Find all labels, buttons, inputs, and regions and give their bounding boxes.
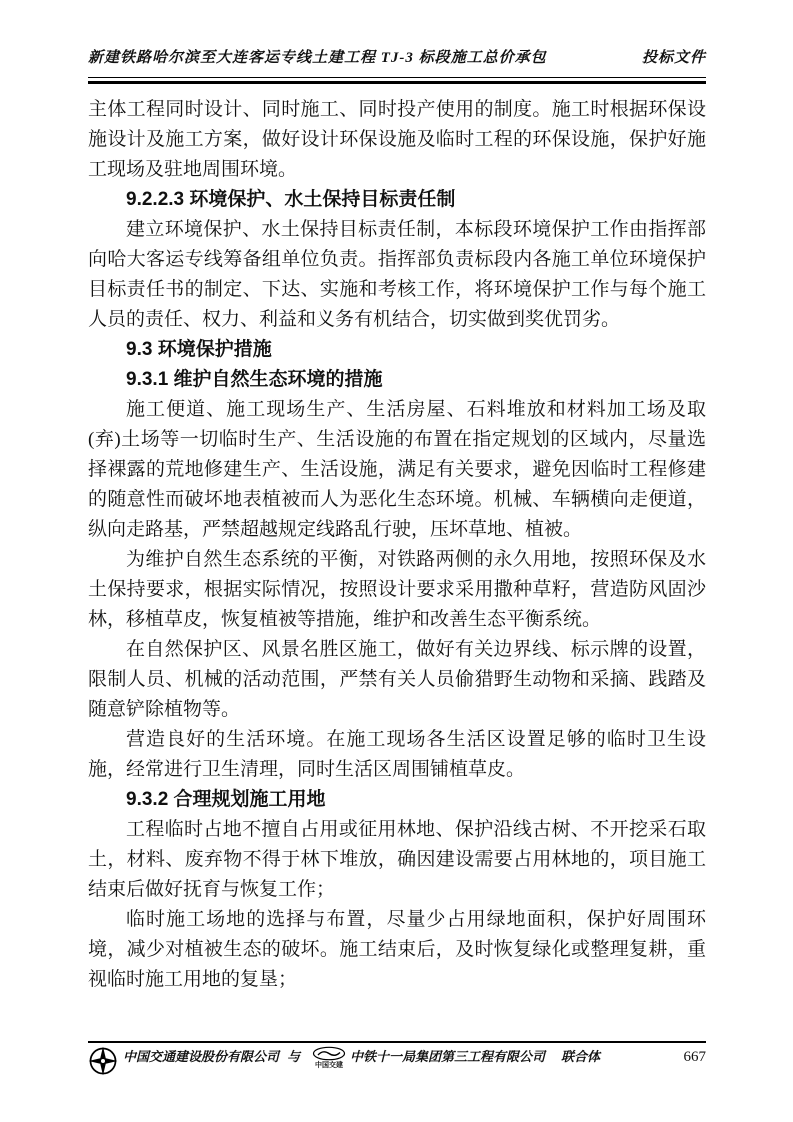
footer-joint-venture-label: 联合体 <box>561 1049 601 1064</box>
page-number: 667 <box>683 1049 706 1065</box>
cccc-logo <box>312 1046 346 1069</box>
page-header <box>88 46 706 67</box>
compass-star-logo-icon <box>88 1046 118 1076</box>
footer-company-left: 中国交通建设股份有限公司 <box>123 1049 280 1064</box>
paragraph: 临时施工场地的选择与布置，尽量少占用绿地面积，保护好周围环境，减少对植被生态的破坏。施工结束后，及时恢复绿化或整理复耕，重视临时施工用地的复垦； <box>88 909 706 990</box>
section-heading: 9.3 环境保护措施 <box>126 339 272 360</box>
section-heading: 9.3.1 维护自然生态环境的措施 <box>126 369 383 390</box>
header-doc-label: 投标文件 <box>641 50 706 66</box>
paragraph: 主体工程同时设计、同时施工、同时投产使用的制度。施工时根据环保设施设计及施工方案，做好设计环保设施及临时工程的环保设施，保护好施工现场及驻地周围环境。 <box>88 99 706 180</box>
paragraph: 工程临时占地不擅自占用或征用林地、保护沿线古树、不开挖采石取土，材料、废弃物不得于林下堆放，确因建设需要占用林地的，项目施工结束后做好抚育与恢复工作； <box>88 819 706 900</box>
paragraph: 在自然保护区、风景名胜区施工，做好有关边界线、标示牌的设置，限制人员、机械的活动范围，严禁有关人员偷猎野生动物和采摘、践踏及随意铲除植物等。 <box>88 639 706 720</box>
cccc-logo-caption: 中国交建 <box>315 1062 344 1069</box>
paragraph: 建立环境保护、水土保持目标责任制，本标段环境保护工作由指挥部向哈大客运专线筹备组单位负责。指挥部负责标段内各施工单位环境保护目标责任书的制定、下达、实施和考核工作，将环境保护工作与每个施工人员的责任、权力、利益和义务有机结合，切实做到奖优罚劣。 <box>88 219 706 330</box>
paragraph: 施工便道、施工现场生产、生活房屋、石料堆放和材料加工场及取(弃)土场等一切临时生产、生活设施的布置在指定规划的区域内，尽量选择裸露的荒地修建生产、生活设施，满足有关要求，避免因临时工程修建的随意性而破坏地表植被而人为恶化生态环境。机械、车辆横向走便道，纵向走路基，严禁超越规定线路乱行驶，压坏草地、植被。 <box>88 399 706 540</box>
section-heading: 9.2.2.3 环境保护、水土保持目标责任制 <box>126 189 456 210</box>
cccc-oval-logo-icon <box>312 1046 346 1061</box>
document-body <box>88 95 706 995</box>
section-heading: 9.3.2 合理规划施工用地 <box>126 789 326 810</box>
header-project-title: 新建铁路哈尔滨至大连客运专线土建工程 TJ-3 标段施工总价承包 <box>88 50 547 66</box>
page-footer <box>88 1046 706 1076</box>
footer-conjunction: 与 <box>287 1049 301 1064</box>
paragraph: 为维护自然生态系统的平衡，对铁路两侧的永久用地，按照环保及水土保持要求，根据实际情况，按照设计要求采用撒种草籽，营造防风固沙林，移植草皮，恢复植被等措施，维护和改善生态平衡系统。 <box>88 549 706 630</box>
paragraph: 营造良好的生活环境。在施工现场各生活区设置足够的临时卫生设施，经常进行卫生清理，同时生活区周围铺植草皮。 <box>88 729 706 780</box>
footer-company-right: 中铁十一局集团第三工程有限公司 <box>350 1049 546 1064</box>
footer-rule <box>88 1041 706 1043</box>
header-rule <box>88 77 706 84</box>
